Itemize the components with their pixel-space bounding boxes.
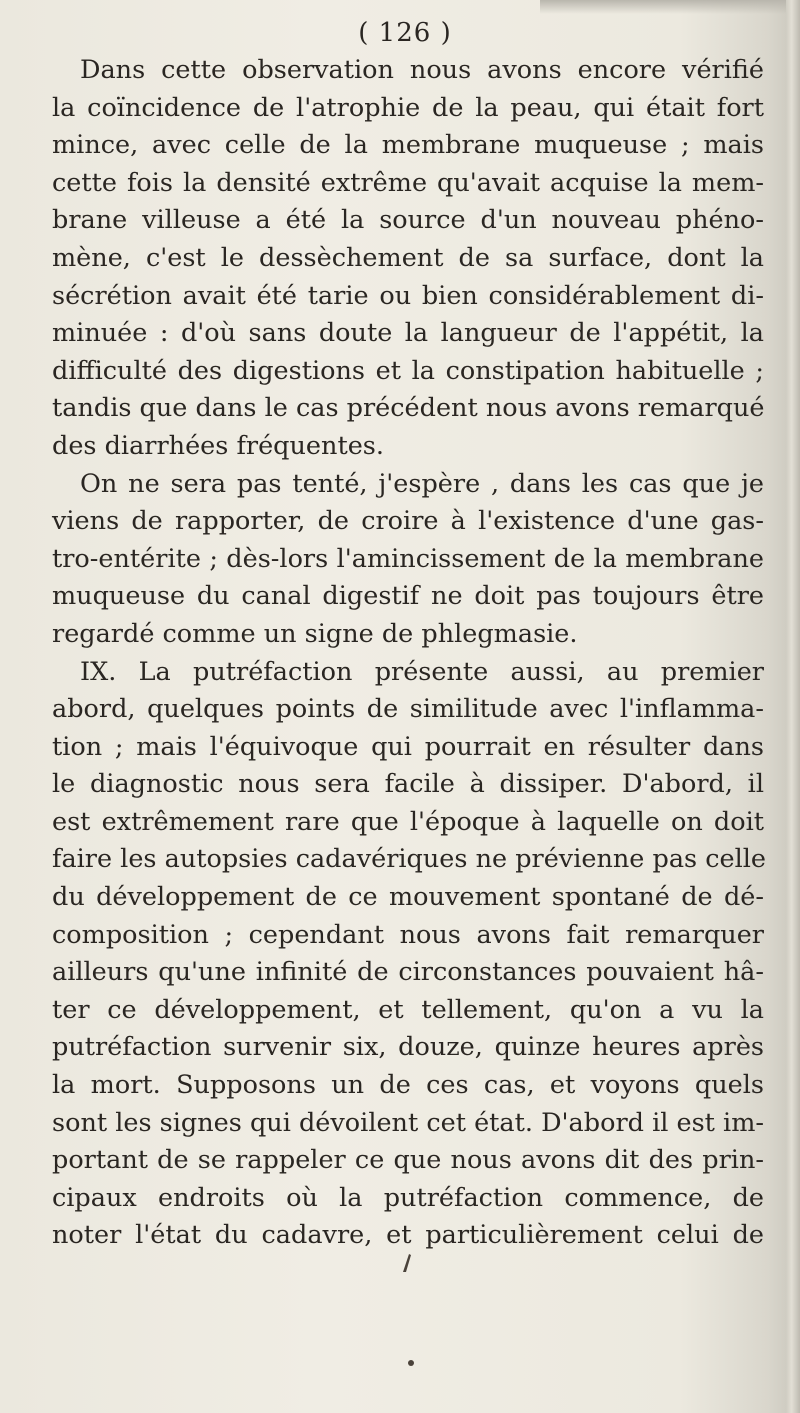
text-line: difficulté des digestions et la constipation habituelle ; — [52, 355, 764, 386]
text-line: sont les signes qui dévoilent cet état. D'abord il est im- — [52, 1107, 764, 1138]
text-line: le diagnostic nous sera facile à dissiper. D'abord, il — [52, 769, 764, 800]
text-line: abord, quelques points de similitude avec l'inflamma- — [52, 694, 764, 725]
text-line: la coïncidence de l'atrophie de la peau, qui était fort — [52, 92, 764, 123]
text-line: cipaux endroits où la putréfaction commence, de — [52, 1182, 764, 1213]
text-line: portant de se rappeler ce que nous avons dit des prin- — [52, 1145, 764, 1176]
ink-speck-mark — [400, 1252, 414, 1274]
page-top-shadow — [540, 0, 800, 14]
text-line: minuée : d'où sans doute la langueur de l'appétit, la — [52, 318, 764, 349]
text-line: cette fois la densité extrême qu'avait acquise la mem- — [52, 167, 764, 198]
text-line: putréfaction survenir six, douze, quinze heures après — [52, 1032, 764, 1063]
text-line: composition ; cependant nous avons fait remarquer — [52, 919, 764, 950]
text-line: muqueuse du canal digestif ne doit pas toujours être — [52, 581, 764, 612]
text-line: regardé comme un signe de phlegmasie. — [52, 618, 578, 649]
page-number: ( 126 ) — [358, 18, 452, 48]
text-line: est extrêmement rare que l'époque à laquelle on doit — [52, 806, 764, 837]
text-line: la mort. Supposons un de ces cas, et voyons quels — [52, 1070, 764, 1101]
text-line: ailleurs qu'une infinité de circonstances pouvaient hâ- — [52, 957, 764, 988]
text-line: des diarrhées fréquentes. — [52, 430, 384, 461]
text-line: brane villeuse a été la source d'un nouveau phéno- — [52, 205, 764, 236]
text-line: IX. La putréfaction présente aussi, au premier — [80, 656, 764, 687]
text-line: tandis que dans le cas précédent nous avons remarqué — [52, 393, 765, 424]
text-line: mince, avec celle de la membrane muqueuse ; mais — [52, 130, 764, 161]
text-line: faire les autopsies cadavériques ne prévienne pas celle — [52, 844, 766, 875]
text-line: On ne sera pas tenté, j'espère , dans les cas que je — [80, 468, 764, 499]
text-line: Dans cette observation nous avons encore vérifié — [80, 55, 764, 85]
body-text — [52, 52, 764, 1255]
text-line: noter l'état du cadavre, et particulièrement celui de — [52, 1220, 764, 1251]
text-line: sécrétion avait été tarie ou bien considérablement di- — [52, 280, 764, 311]
text-line: mène, c'est le dessèchement de sa surface, dont la — [52, 242, 764, 273]
text-line: ter ce développement, et tellement, qu'on a vu la — [52, 994, 764, 1025]
text-line: viens de rapporter, de croire à l'existence d'une gas- — [52, 506, 764, 537]
page-right-edge — [786, 0, 800, 1413]
text-line: tro-entérite ; dès-lors l'amincissement de la membrane — [52, 543, 764, 574]
ink-dot-mark — [406, 1358, 416, 1368]
text-line: tion ; mais l'équivoque qui pourrait en résulter dans — [52, 731, 764, 762]
text-line: du développement de ce mouvement spontané de dé- — [52, 882, 764, 913]
